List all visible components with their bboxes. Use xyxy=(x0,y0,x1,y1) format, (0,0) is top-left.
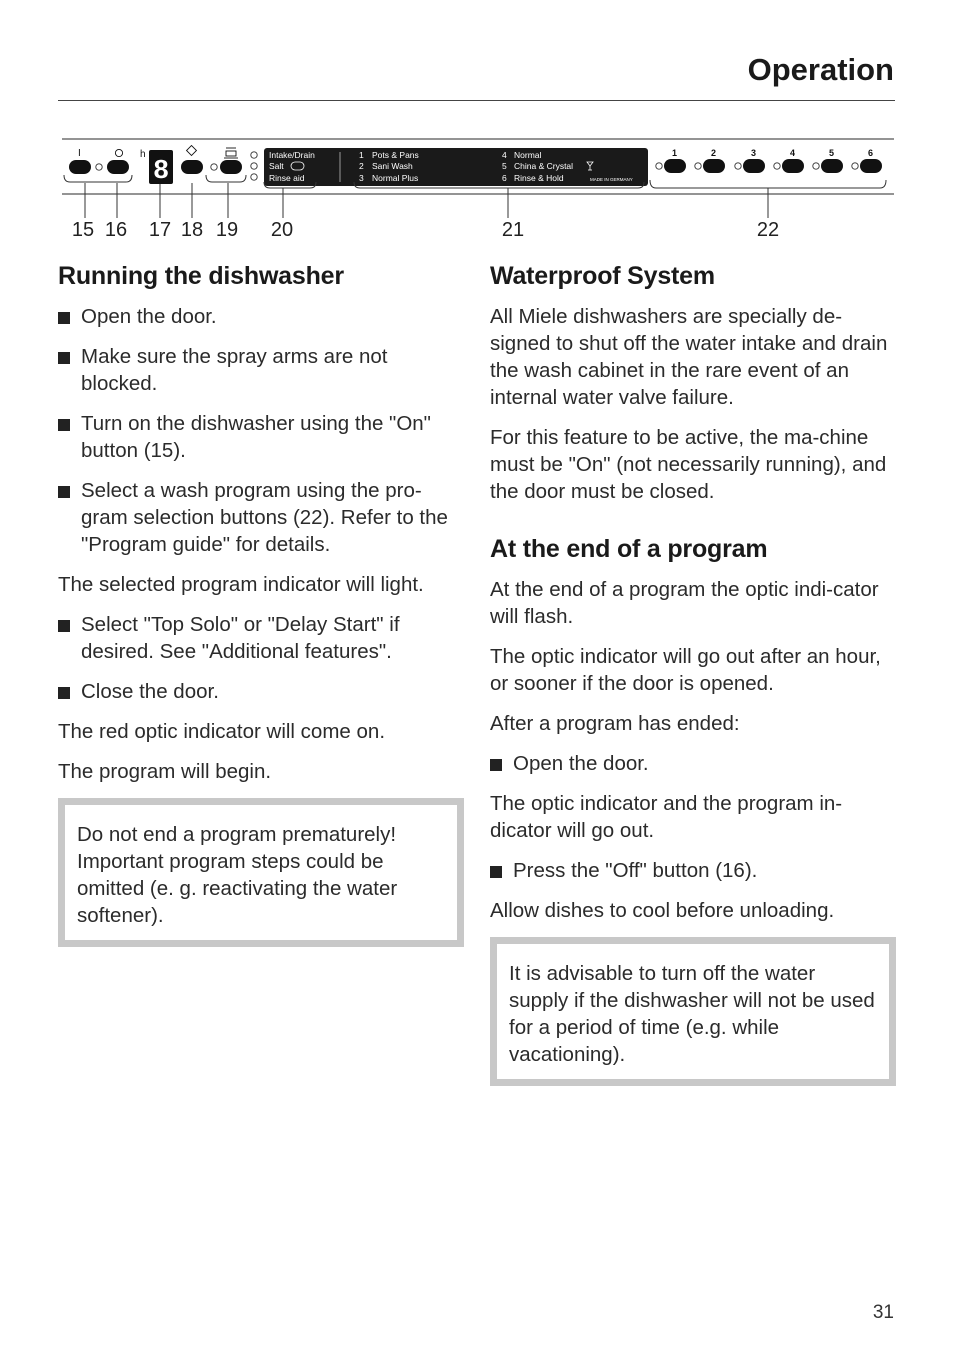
program-3-name: Normal Plus xyxy=(372,173,419,183)
program-4-name: Normal xyxy=(514,150,542,160)
control-panel-diagram xyxy=(58,130,898,250)
intake-drain-led xyxy=(251,152,257,158)
program-5-name: China & Crystal xyxy=(514,161,574,171)
program-5-button[interactable] xyxy=(821,159,843,173)
paragraph: All Miele dishwashers are specially de-signed to shut off the water intake and drain the wash cabinet in the rare event of an internal water valve failure. xyxy=(490,305,888,409)
left-column xyxy=(58,262,464,947)
paragraph: The red optic indicator will come on. xyxy=(58,720,386,743)
bullet-square-icon xyxy=(58,419,70,431)
delay-start-button[interactable] xyxy=(181,160,203,174)
program-5-led xyxy=(813,163,819,169)
program-4-led xyxy=(774,163,780,169)
callout-21: 21 xyxy=(501,219,525,241)
bullet-square-icon xyxy=(58,687,70,699)
program-1-num: 1 xyxy=(359,150,364,160)
program-6-num: 6 xyxy=(502,173,507,183)
program-3-num: 3 xyxy=(359,173,364,183)
program-4-num: 4 xyxy=(502,150,507,160)
right-column xyxy=(490,262,896,1086)
list-item: Open the door. xyxy=(490,750,896,777)
callout-22: 22 xyxy=(756,219,780,241)
program-5-num: 5 xyxy=(502,161,507,171)
paragraph: The selected program indicator will light. xyxy=(58,573,424,596)
note-text: Do not end a program prematurely! Important program steps could be omitted (e. g. reactivating the water softener). xyxy=(77,823,398,927)
top-solo-button[interactable] xyxy=(220,160,242,174)
bullet-square-icon xyxy=(58,620,70,632)
on-button[interactable] xyxy=(69,160,91,174)
heading-end-of-program: At the end of a program xyxy=(490,535,768,563)
program-3-led xyxy=(735,163,741,169)
warning-note-box xyxy=(58,798,464,947)
callout-15: 15 xyxy=(71,219,95,241)
heading-running-dishwasher: Running the dishwasher xyxy=(58,262,344,290)
program-6-button-label: 6 xyxy=(868,148,874,158)
program-6-led xyxy=(852,163,858,169)
list-item: Press the "Off" button (16). xyxy=(490,857,896,884)
program-2-button[interactable] xyxy=(703,159,725,173)
off-button[interactable] xyxy=(107,160,129,174)
on-indicator-led xyxy=(96,164,102,170)
program-1-name: Pots & Pans xyxy=(372,150,419,160)
paragraph: After a program has ended: xyxy=(490,712,740,735)
bullet-square-icon xyxy=(58,486,70,498)
power-icon xyxy=(115,149,122,156)
note-text: It is advisable to turn off the water supply if the dishwasher will not be used for a period of time (e.g. while vacationing). xyxy=(509,962,875,1066)
paragraph: The optic indicator will go out after an hour, or sooner if the door is opened. xyxy=(490,645,881,695)
page-title: Operation xyxy=(747,52,894,87)
display-digit: 8 xyxy=(153,157,170,187)
top-basket-icon xyxy=(224,148,238,158)
program-4-button-label: 4 xyxy=(790,148,796,158)
made-in-label: MADE IN GERMANY xyxy=(590,177,633,182)
program-4-button[interactable] xyxy=(782,159,804,173)
title-divider xyxy=(58,100,895,101)
list-item: Open the door. xyxy=(58,303,464,330)
heading-waterproof-system: Waterproof System xyxy=(490,262,715,290)
list-item: Select "Top Solo" or "Delay Start" if desired. See "Additional features". xyxy=(58,611,464,665)
program-1-led xyxy=(656,163,662,169)
callout-17: 17 xyxy=(148,219,172,241)
program-3-button-label: 3 xyxy=(751,148,757,158)
bullet-square-icon xyxy=(58,352,70,364)
bullet-square-icon xyxy=(490,759,502,771)
program-2-num: 2 xyxy=(359,161,364,171)
program-3-button[interactable] xyxy=(743,159,765,173)
program-1-button-label: 1 xyxy=(672,148,678,158)
paragraph: For this feature to be active, the ma-chine must be "On" (not necessarily running), and the door must be closed. xyxy=(490,426,887,503)
program-2-led xyxy=(695,163,701,169)
program-6-name: Rinse & Hold xyxy=(514,173,564,183)
list-item: Close the door. xyxy=(58,678,464,705)
program-2-name: Sani Wash xyxy=(372,161,413,171)
top-solo-indicator-led xyxy=(211,164,217,170)
program-1-button[interactable] xyxy=(664,159,686,173)
bullet-square-icon xyxy=(58,312,70,324)
list-item: Select a wash program using the pro-gram selection buttons (22). Refer to the "Program guide" for details. xyxy=(58,477,464,558)
salt-led xyxy=(251,163,257,169)
control-panel-svg xyxy=(58,130,898,220)
option-salt: Salt xyxy=(269,161,284,171)
program-5-button-label: 5 xyxy=(829,148,835,158)
paragraph: The program will begin. xyxy=(58,760,272,783)
callout-20: 20 xyxy=(270,219,294,241)
delay-start-icon xyxy=(187,146,197,156)
paragraph: The optic indicator and the program in-dicator will go out. xyxy=(490,792,843,842)
rinse-aid-led xyxy=(251,174,257,180)
advice-note-box xyxy=(490,937,896,1086)
program-2-button-label: 2 xyxy=(711,148,717,158)
option-intake-drain: Intake/Drain xyxy=(269,150,315,160)
list-item: Turn on the dishwasher using the "On" button (15). xyxy=(58,410,464,464)
callout-16: 16 xyxy=(104,219,128,241)
callout-18: 18 xyxy=(180,219,204,241)
bullet-square-icon xyxy=(490,866,502,878)
list-item: Make sure the spray arms are not blocked. xyxy=(58,343,464,397)
on-label: I xyxy=(78,148,81,159)
paragraph: At the end of a program the optic indi-cator will flash. xyxy=(490,578,879,628)
hours-label: h xyxy=(140,149,146,160)
page-number: 31 xyxy=(872,1302,894,1323)
program-6-button[interactable] xyxy=(860,159,882,173)
option-rinse-aid: Rinse aid xyxy=(269,173,305,183)
callout-19: 19 xyxy=(215,219,239,241)
paragraph: Allow dishes to cool before unloading. xyxy=(490,899,835,922)
